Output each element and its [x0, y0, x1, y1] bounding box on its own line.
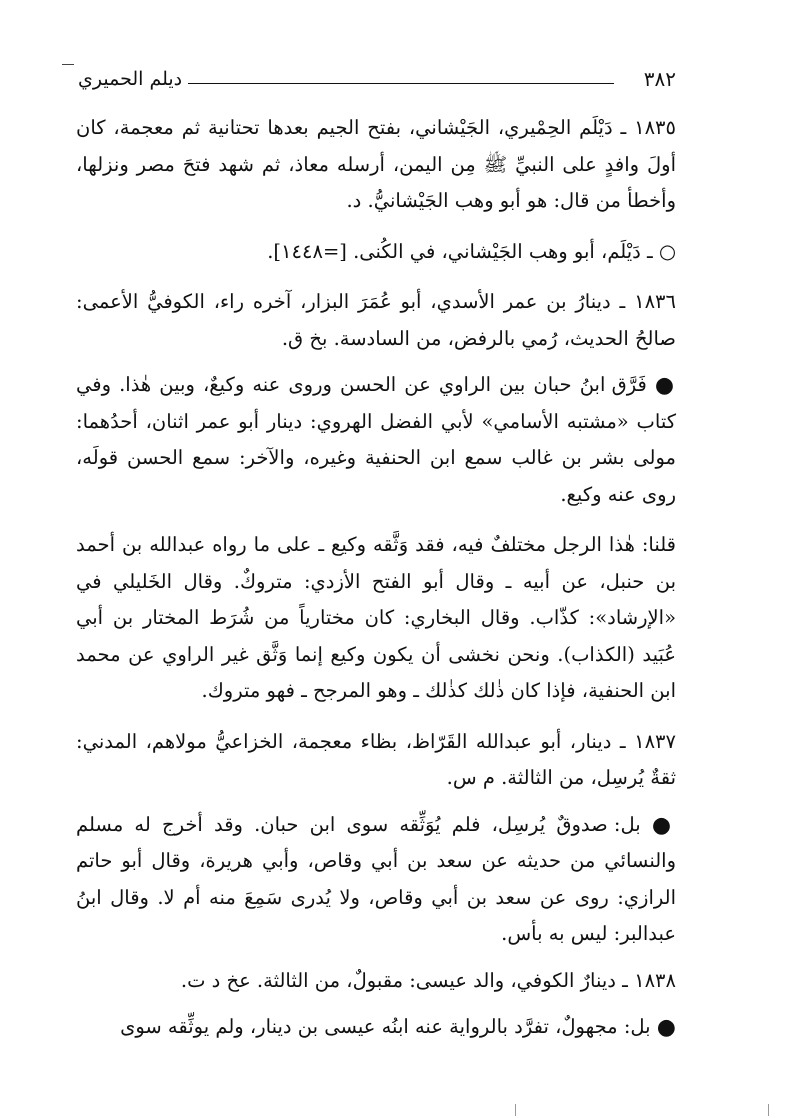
comment-text: بل: مجهولٌ، تفرَّد بالرواية عنه ابنُه عيسى بن دينار، ولم يوثِّقه سوى	[120, 1015, 651, 1038]
comment-1837	[76, 807, 676, 953]
bullet-icon: ●	[654, 373, 676, 398]
entry-daylam-kunya: ○ ـ دَيْلَم، أبو وهب الجَيْشاني، في الكُنى. [=١٤٤٨].	[267, 239, 676, 263]
bullet-icon: ●	[656, 1015, 676, 1040]
entry-1838: ١٨٣٨ ـ دينارٌ الكوفي، والد عيسى: مقبولٌ، من الثالثة. عخ د ت.	[180, 968, 676, 992]
page-number: ٣٨٢	[643, 67, 676, 91]
comment-1836-a	[76, 367, 676, 513]
comment-text: فَرَّق ابنُ حبان بين الراوي عن الحسن وروى عنه وكيعٌ، وبين هٰذا. وفي كتاب «مشتبه الأسامي» لأبي الفضل الهروي: دينار أبو عمر اثنان، أحدُهما: مولى بشر بن غالب سمع ابن الحنفية وغيره، والآخر: سمع الحسن قولَه، روى عنه وكيع.	[76, 373, 676, 506]
header-rule	[188, 83, 614, 84]
comment-1838	[76, 1009, 676, 1046]
entry-1836: ١٨٣٦ ـ دينارُ بن عمر الأسدي، أبو عُمَرَ البزار، آخره راء، الكوفيُّ الأعمى: صالحُ الحديث، رُمي بالرفض، من السادسة. بخ ق.	[76, 290, 676, 350]
bullet-icon: ●	[651, 812, 676, 838]
running-title: ديلم الحميري	[78, 68, 183, 90]
comment-1836-b: قلنا: هٰذا الرجل مختلفٌ فيه، فقد وَثَّقه وكيع ـ على ما رواه عبدالله بن أحمد بن حنبل، عن أبيه ـ وقال أبو الفتح الأزدي: متروكٌ. وقال الخَليلي في «الإرشاد»: كذّاب. وقال البخاري: كان مختارياً من شُرَط المختار بن أبي عُبَيد (الكذاب). ونحن نخشى أن يكون وكيع إنما وَثَّق غير الراوي عن محمد ابن الحنفية، فإذا كان ذٰلك كذٰلك ـ وهو المرجح ـ فهو متروك.	[76, 533, 676, 702]
main-text	[76, 110, 676, 1046]
margin-mark	[62, 64, 74, 65]
entry-1835: ١٨٣٥ ـ دَيْلَم الحِمْيري، الجَيْشاني، بفتح الجيم بعدها تحتانية ثم معجمة، كان أولَ وافدٍ على النبيِّ ﷺ مِن اليمن، أرسله معاذ، ثم شهد فتحَ مصر ونزلها، وأخطأ من قال: هو أبو وهب الجَيْشانيُّ. د.	[76, 116, 676, 212]
scan-tick-mark	[768, 1104, 769, 1116]
comment-text: بل: صدوقٌ يُرسِل، فلم يُوَثِّقه سوى ابن حبان. وقد أخرج له مسلم والنسائي من حديثه عن سعد بن أبي وقاص، وأبي هريرة، وقال أبو حاتم الرازي: روى عن سعد بن أبي وقاص، ولا يُدرى سَمِعَ منه أم لا. وقال ابنُ عبدالبر: ليس به بأس.	[76, 812, 676, 945]
scan-tick-mark	[515, 1104, 516, 1116]
entry-1837: ١٨٣٧ ـ دينار، أبو عبدالله القَرّاظ، بظاء معجمة، الخزاعيُّ مولاهم، المدني: ثقةٌ يُرسِل، من الثالثة. م س.	[76, 729, 676, 789]
page-header	[78, 66, 676, 92]
